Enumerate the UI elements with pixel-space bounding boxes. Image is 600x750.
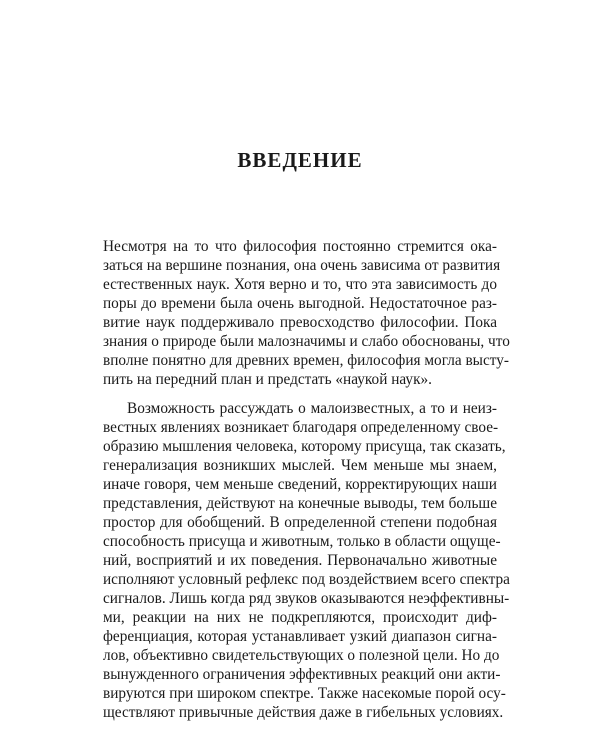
text-line: вполне понятно для древних времен, философия могла высту- [103,352,509,369]
text-line: Несмотря на то что философия постоянно стремится ока- [103,238,497,255]
text-line: ми, реакции на них не подкрепляются, происходит диф- [103,609,497,626]
text-line: вируются при широком спектре. Также насекомые порой осу- [103,685,506,702]
text-line: вынужденного ограничения эффективных реакций они акти- [103,666,501,683]
text-line: исполняют условный рефлекс под воздействием всего спектра [103,571,510,588]
text-line: ществляют привычные действия даже в гибельных условиях. [103,704,504,721]
text-line: поры до времени была очень выгодной. Недостаточное раз- [103,295,497,312]
body-text [103,237,510,722]
text-line: пить на передний план и предстать «наукой наук». [103,371,432,388]
paragraph-1 [103,237,510,389]
page-title: ВВЕДЕНИЕ [237,148,363,172]
text-line: вестных явлениях возникает благодаря определенному свое- [103,419,499,436]
text-line: лов, объективно свидетельствующих о полезной цели. Но до [103,647,500,664]
text-line: ний, восприятий и их поведения. Первоначально животные [103,552,497,569]
text-line: иначе говоря, чем меньше сведений, корректирующих наши [103,476,497,493]
paragraph-2 [103,399,510,722]
text-line: ференциация, которая устанавливает узкий диапазон сигна- [103,628,497,645]
text-line: Возможность рассуждать о малоизвестных, а то и неиз- [127,400,497,417]
paragraph-gap [103,389,497,399]
text-line: заться на вершине познания, она очень зависима от развития [103,257,501,274]
text-line: сигналов. Лишь когда ряд звуков оказываются неэффективны- [103,590,510,607]
text-line: способность присуща и животным, только в области ощуще- [103,533,501,550]
text-line: знания о природе были малозначимы и слабо обоснованы, что [103,333,510,350]
text-line: простор для обобщений. В определенной степени подобная [103,514,497,531]
text-line: образию мышления человека, которому присуща, так сказать, [103,438,506,455]
text-line: естественных наук. Хотя верно и то, что эта зависимость до [103,276,497,293]
text-line: представления, действуют на конечные выводы, тем больше [103,495,497,512]
text-line: генерализация возникших мыслей. Чем меньше мы знаем, [103,457,497,474]
text-line: витие наук поддерживало превосходство философии. Пока [103,314,497,331]
